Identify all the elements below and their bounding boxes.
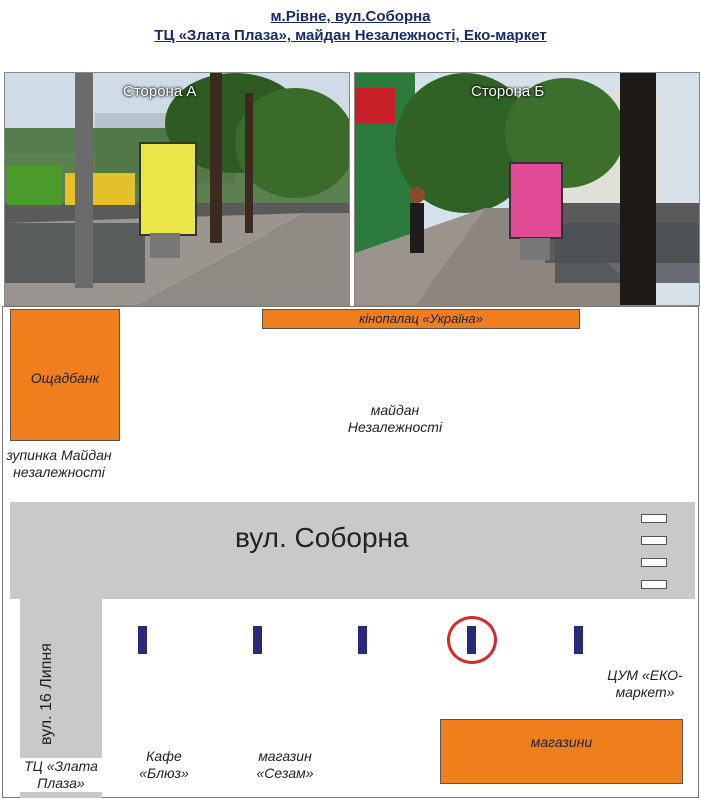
crosswalk-stripe [641, 514, 667, 523]
side-street-label: вул. 16 Липня [38, 643, 55, 745]
billboard-marker [138, 626, 147, 654]
square-label: майдан Незалежності [347, 402, 443, 435]
crosswalk-stripe [641, 536, 667, 545]
bank-label: Ощадбанк [30, 370, 100, 386]
shops-label: магазини [530, 734, 593, 750]
header-location: ТЦ «Злата Плаза», майдан Незалежності, Еко-маркет [154, 27, 547, 44]
cinema-label: кінопалац «Україна» [359, 311, 483, 326]
photo-side-a [4, 72, 350, 306]
selected-billboard-ring [447, 616, 497, 664]
side-b-label: Сторона Б [471, 83, 545, 100]
bank-building [10, 309, 120, 441]
crosswalk-stripe [641, 558, 667, 567]
tsum-label: ЦУМ «ЕКО-маркет» [607, 667, 683, 700]
billboard-marker [358, 626, 367, 654]
billboard-marker [574, 626, 583, 654]
cinema-building [262, 309, 580, 329]
bus-stop-label: зупинка Майдан незалежності [6, 447, 112, 480]
street-photo-b [355, 73, 699, 305]
side-a-label: Сторона А [123, 83, 197, 100]
sezam-shop-label: магазин «Сезам» [256, 748, 314, 781]
photo-side-b [354, 72, 700, 306]
crosswalk-stripe [641, 580, 667, 589]
cafe-label: Кафе «Блюз» [139, 748, 189, 781]
billboard-marker [253, 626, 262, 654]
street-photo-a [5, 73, 349, 305]
main-street-label: вул. Соборна [235, 522, 409, 553]
mall-label: ТЦ «Злата Плаза» [14, 758, 108, 792]
shops-building [440, 719, 683, 784]
header-city: м.Рівне, вул.Соборна [270, 8, 431, 25]
